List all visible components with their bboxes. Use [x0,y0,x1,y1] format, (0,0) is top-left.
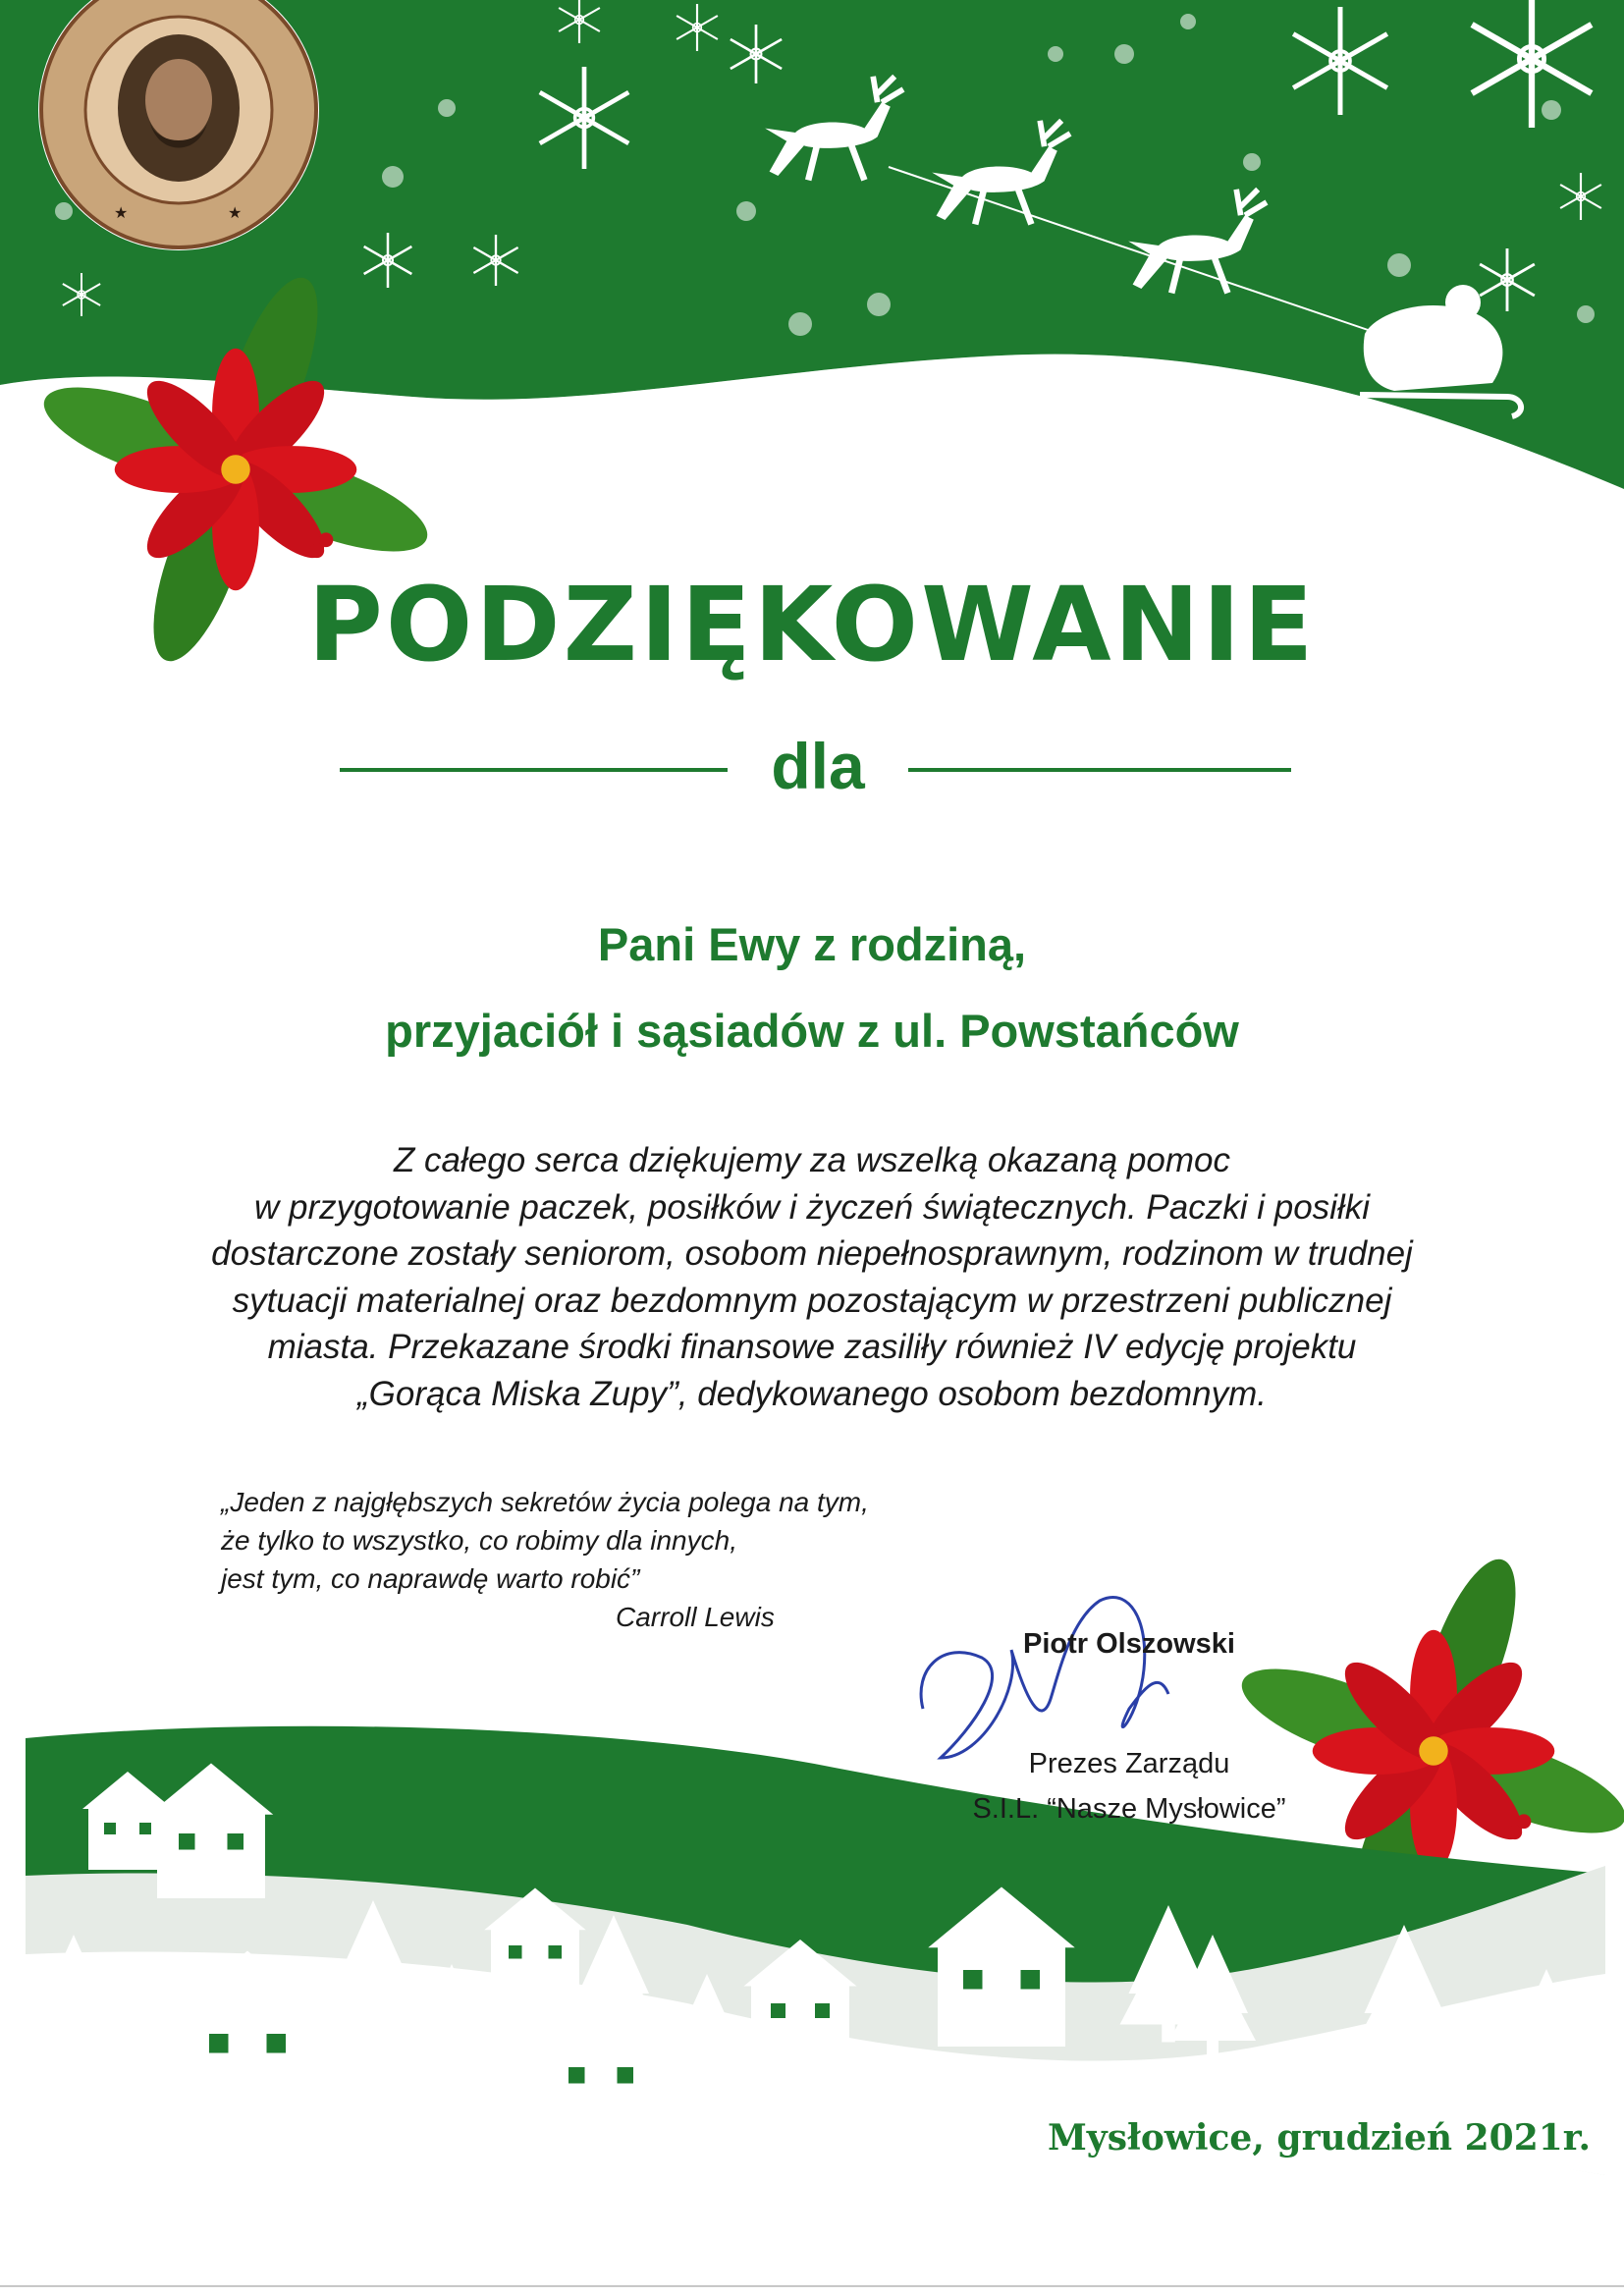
divider-left [340,768,728,772]
signer-organization: S.I.L. “Nasze Mysłowice” [972,1793,1286,1825]
body-line: Z całego serca dziękujemy za wszelką okazaną pomoc [393,1141,1231,1179]
quote [221,1483,967,1636]
recipient [0,902,1624,1074]
body-line: miasta. Przekazane środki finansowe zasiliły również IV edycję projektu [267,1328,1357,1366]
signer-role: Prezes Zarządu [1028,1748,1230,1779]
signer-name: Piotr Olszowski [1023,1628,1235,1660]
quote-line: jest tym, co naprawdę warto robić” [221,1563,640,1594]
quote-author: Carroll Lewis [616,1602,775,1632]
body-line: dostarczone zostały seniorom, osobom niepełnosprawnym, rodzinom w trudnej [211,1234,1413,1273]
poinsettia-icon [33,267,1624,1954]
saint-portrait-icon [118,34,240,182]
divider-right [908,768,1291,772]
quote-line: że tylko to wszystko, co robimy dla innych, [221,1525,737,1556]
subtitle-row [0,729,1624,807]
document-title: PODZIĘKOWANIE [307,565,1317,684]
quote-line: „Jeden z najgłębszych sekretów życia polega na tym, [221,1487,869,1517]
svg-text:★: ★ [228,203,243,222]
recipient-line: Pani Ewy z rodziną, [597,918,1027,970]
body-text [98,1137,1526,1417]
subtitle: dla [771,730,865,802]
body-line: sytuacji materialnej oraz bezdomnym pozostającym w przestrzeni publicznej [232,1281,1392,1320]
svg-text:★: ★ [114,203,129,222]
date-line: Mysłowice, grudzień 2021r. [1047,2117,1591,2159]
recipient-line: przyjaciół i sąsiadów z ul. Powstańców [385,1005,1239,1057]
body-line: w przygotowanie paczek, posiłków i życzeń świątecznych. Paczki i posiłki [253,1187,1370,1227]
body-line: „Gorąca Miska Zupy”, dedykowanego osobom bezdomnym. [357,1374,1267,1413]
